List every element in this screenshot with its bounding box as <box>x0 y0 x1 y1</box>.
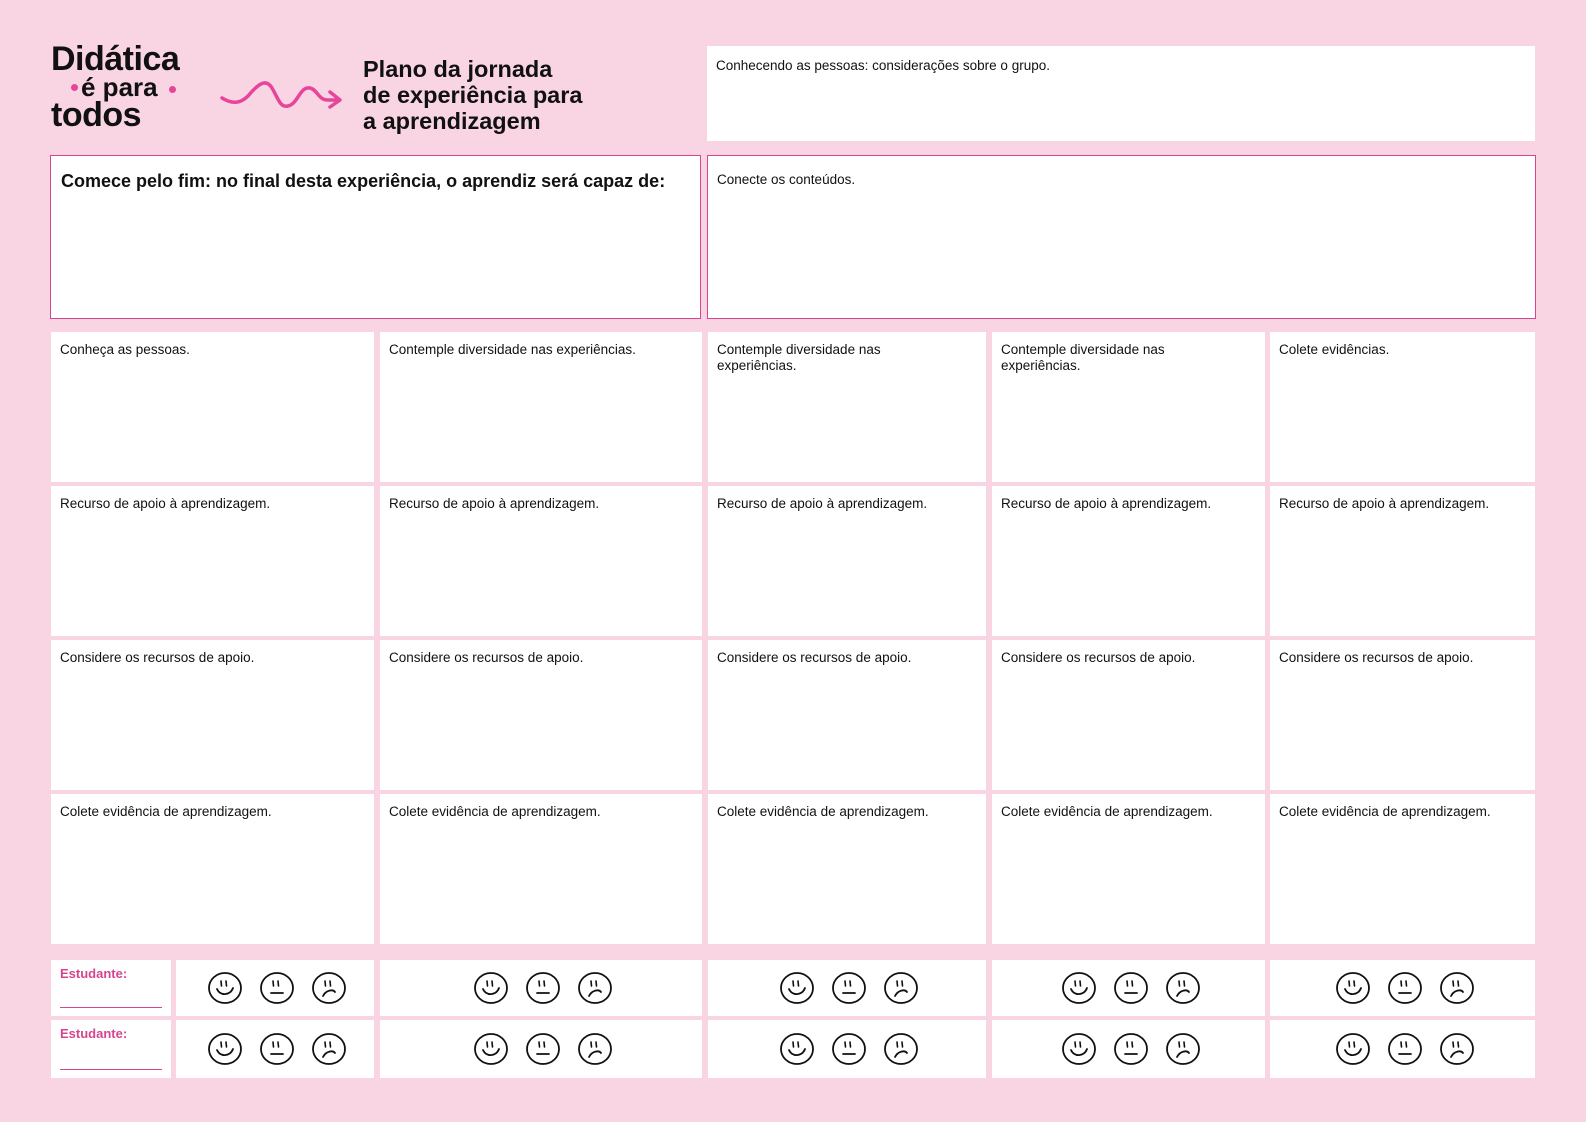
grid-cell[interactable] <box>380 640 702 790</box>
face-rating-group <box>207 960 347 1016</box>
happy-face-icon[interactable] <box>473 1032 509 1066</box>
title-line-3: a aprendizagem <box>363 108 541 134</box>
feedback-cell <box>992 960 1265 1016</box>
happy-face-icon[interactable] <box>473 971 509 1005</box>
grid-cell[interactable] <box>1270 640 1535 790</box>
grid-cell-label: Recurso de apoio à aprendizagem. <box>60 496 271 511</box>
grid-cell[interactable] <box>51 640 374 790</box>
happy-face-icon[interactable] <box>1061 971 1097 1005</box>
connect-contents-box[interactable] <box>707 155 1536 319</box>
grid-cell[interactable] <box>708 332 986 482</box>
brand-line-1: Didática <box>51 40 180 78</box>
brand-line-2-text: é para <box>81 72 158 102</box>
grid-cell[interactable] <box>51 486 374 636</box>
grid-cell-label: Colete evidência de aprendizagem. <box>1279 804 1491 819</box>
grid-cell-label: Contemple diversidade nas experiências. <box>717 342 881 373</box>
group-considerations-label: Conhecendo as pessoas: considerações sobre o grupo. <box>716 58 1050 73</box>
neutral-face-icon[interactable] <box>1387 1032 1423 1066</box>
sad-face-icon[interactable] <box>1439 971 1475 1005</box>
grid-cell[interactable] <box>708 640 986 790</box>
feedback-cell <box>380 960 702 1016</box>
grid-cell[interactable] <box>51 332 374 482</box>
grid-cell[interactable] <box>380 486 702 636</box>
feedback-cell <box>380 1020 702 1078</box>
grid-cell-label: Considere os recursos de apoio. <box>717 650 912 665</box>
face-rating-group <box>1061 1020 1201 1078</box>
neutral-face-icon[interactable] <box>1387 971 1423 1005</box>
sad-face-icon[interactable] <box>1165 1032 1201 1066</box>
grid-cell[interactable] <box>708 794 986 944</box>
grid-cell[interactable] <box>1270 486 1535 636</box>
brand-dot-left-icon <box>71 84 78 91</box>
page-title <box>363 56 582 134</box>
brand-logo <box>51 40 201 139</box>
title-line-2: de experiência para <box>363 82 583 108</box>
feedback-cell <box>992 1020 1265 1078</box>
grid-cell-label: Considere os recursos de apoio. <box>1001 650 1196 665</box>
sad-face-icon[interactable] <box>1165 971 1201 1005</box>
feedback-cell <box>176 960 374 1016</box>
grid-cell[interactable] <box>992 794 1265 944</box>
squiggle-arrow-icon <box>218 74 348 118</box>
student-name-field[interactable] <box>51 960 171 1016</box>
face-rating-group <box>1335 960 1475 1016</box>
happy-face-icon[interactable] <box>779 1032 815 1066</box>
grid-cell[interactable] <box>51 794 374 944</box>
face-rating-group <box>779 960 919 1016</box>
neutral-face-icon[interactable] <box>831 1032 867 1066</box>
student-name-field[interactable] <box>51 1020 171 1078</box>
neutral-face-icon[interactable] <box>525 1032 561 1066</box>
grid-cell[interactable] <box>380 332 702 482</box>
grid-cell-label: Considere os recursos de apoio. <box>389 650 584 665</box>
grid-cell[interactable] <box>1270 794 1535 944</box>
face-rating-group <box>207 1020 347 1078</box>
grid-cell-label: Conheça as pessoas. <box>60 342 190 357</box>
student-name-underline <box>60 1069 162 1070</box>
grid-cell-label: Colete evidências. <box>1279 342 1390 357</box>
sad-face-icon[interactable] <box>311 1032 347 1066</box>
title-line-1: Plano da jornada <box>363 56 553 82</box>
feedback-cell <box>708 960 986 1016</box>
brand-line-2 <box>51 74 201 100</box>
happy-face-icon[interactable] <box>779 971 815 1005</box>
face-rating-group <box>1061 960 1201 1016</box>
grid-cell[interactable] <box>992 332 1265 482</box>
happy-face-icon[interactable] <box>207 1032 243 1066</box>
brand-dot-right-icon <box>169 86 176 93</box>
neutral-face-icon[interactable] <box>525 971 561 1005</box>
neutral-face-icon[interactable] <box>1113 971 1149 1005</box>
connect-contents-label: Conecte os conteúdos. <box>717 172 856 187</box>
sad-face-icon[interactable] <box>311 971 347 1005</box>
feedback-cell <box>708 1020 986 1078</box>
grid-cell-label: Colete evidência de aprendizagem. <box>1001 804 1213 819</box>
happy-face-icon[interactable] <box>207 971 243 1005</box>
student-label: Estudante: <box>60 1026 128 1041</box>
happy-face-icon[interactable] <box>1335 971 1371 1005</box>
goal-box[interactable] <box>50 155 701 319</box>
grid-cell[interactable] <box>1270 332 1535 482</box>
grid-cell-label: Recurso de apoio à aprendizagem. <box>1279 496 1490 511</box>
face-rating-group <box>473 1020 613 1078</box>
sad-face-icon[interactable] <box>577 971 613 1005</box>
feedback-cell <box>176 1020 374 1078</box>
sad-face-icon[interactable] <box>883 1032 919 1066</box>
neutral-face-icon[interactable] <box>259 1032 295 1066</box>
face-rating-group <box>1335 1020 1475 1078</box>
grid-cell[interactable] <box>992 486 1265 636</box>
feedback-cell <box>1270 1020 1535 1078</box>
happy-face-icon[interactable] <box>1335 1032 1371 1066</box>
feedback-cell <box>1270 960 1535 1016</box>
group-considerations-box[interactable] <box>707 46 1535 141</box>
grid-cell-label: Recurso de apoio à aprendizagem. <box>389 496 600 511</box>
grid-cell-label: Colete evidência de aprendizagem. <box>60 804 272 819</box>
student-name-underline <box>60 1007 162 1008</box>
grid-cell-label: Recurso de apoio à aprendizagem. <box>1001 496 1212 511</box>
grid-cell-label: Considere os recursos de apoio. <box>1279 650 1474 665</box>
goal-label: Comece pelo fim: no final desta experiência, o aprendiz será capaz de: <box>61 171 666 191</box>
sad-face-icon[interactable] <box>577 1032 613 1066</box>
grid-cell-label: Colete evidência de aprendizagem. <box>389 804 601 819</box>
happy-face-icon[interactable] <box>1061 1032 1097 1066</box>
grid-cell-label: Recurso de apoio à aprendizagem. <box>717 496 928 511</box>
neutral-face-icon[interactable] <box>259 971 295 1005</box>
neutral-face-icon[interactable] <box>1113 1032 1149 1066</box>
grid-cell[interactable] <box>708 486 986 636</box>
sad-face-icon[interactable] <box>883 971 919 1005</box>
sad-face-icon[interactable] <box>1439 1032 1475 1066</box>
grid-cell[interactable] <box>380 794 702 944</box>
grid-cell[interactable] <box>992 640 1265 790</box>
face-rating-group <box>779 1020 919 1078</box>
brand-line-3: todos <box>51 96 142 134</box>
neutral-face-icon[interactable] <box>831 971 867 1005</box>
face-rating-group <box>473 960 613 1016</box>
grid-cell-label: Contemple diversidade nas experiências. <box>389 342 636 357</box>
grid-cell-label: Contemple diversidade nas experiências. <box>1001 342 1165 373</box>
grid-cell-label: Considere os recursos de apoio. <box>60 650 255 665</box>
grid-cell-label: Colete evidência de aprendizagem. <box>717 804 929 819</box>
student-label: Estudante: <box>60 966 128 981</box>
